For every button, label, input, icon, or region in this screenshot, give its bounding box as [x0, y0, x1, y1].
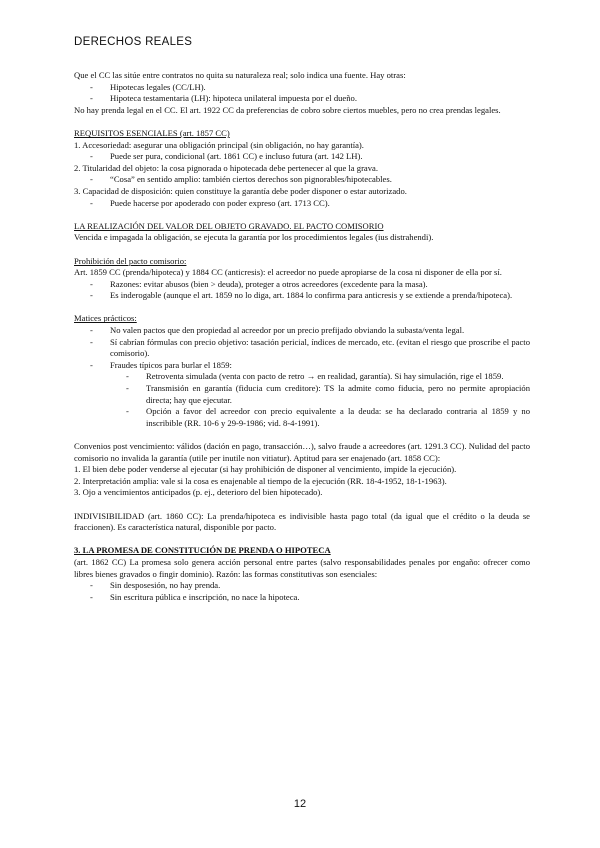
- running-header: DERECHOS REALES: [74, 36, 193, 48]
- paragraph: Vencida e impagada la obligación, se ejecuta la garantía por los procedimientos legales (ius distrahendi).: [74, 232, 434, 243]
- page-body: [74, 70, 530, 603]
- list-item: - No valen pactos que den propiedad al acreedor por un precio prefijado obviando la subasta/venta legal.: [74, 325, 530, 337]
- list-item: - Hipotecas legales (CC/LH).: [74, 82, 530, 94]
- subheading: Prohibición del pacto comisorio:: [74, 255, 187, 266]
- paragraph: No hay prenda legal en el CC. El art. 1922 CC da preferencias de cobro sobre ciertos muebles, pero no crea prendas legales.: [74, 104, 501, 115]
- list-item: - Sí cabrían fórmulas con precio objetivo: tasación pericial, índices de mercado, etc. (evitan el riesgo que proscribe el pacto comisorio).: [74, 337, 530, 360]
- section-heading: REQUISITOS ESENCIALES (art. 1857 CC): [74, 127, 230, 138]
- list-item: - Es inderogable (aunque el art. 1859 no lo diga, art. 1884 lo confirma para anticresis y se extiende a prenda/hipoteca).: [74, 290, 530, 302]
- paragraph: (art. 1862 CC) La promesa solo genera acción personal entre partes (salvo responsabilidades penales por engaño: ofrecer como libres bienes gravados o fingir dominio). Razón: las formas constitutivas son esenciales:: [74, 556, 530, 579]
- paragraph: INDIVISIBILIDAD (art. 1860 CC): La prenda/hipoteca es indivisible hasta pago total (da igual que el crédito o la deuda se fraccionen). Es característica natural, disponible por pacto.: [74, 510, 530, 533]
- list-item: - Razones: evitar abusos (bien > deuda), proteger a otros acreedores (excedente para la masa).: [74, 279, 530, 291]
- list-item: - Fraudes típicos para burlar el 1859:: [74, 360, 530, 372]
- paragraph: Art. 1859 CC (prenda/hipoteca) y 1884 CC (anticresis): el acreedor no puede apropiarse de la cosa ni disponer de ella por sí.: [74, 267, 502, 278]
- list-item: - Hipoteca testamentaria (LH): hipoteca unilateral impuesta por el dueño.: [74, 93, 530, 105]
- subheading: Matices prácticos:: [74, 313, 137, 324]
- list-item: - “Cosa” en sentido amplio: también ciertos derechos son pignorables/hipotecables.: [74, 174, 530, 186]
- sub-list-item: - Transmisión en garantía (fiducia cum creditore): TS la admite como fiducia, pero no permite apropiación directa; hay que ejecutar.: [74, 383, 530, 406]
- section-heading: 3. LA PROMESA DE CONSTITUCIÓN DE PRENDA O HIPOTECA: [74, 545, 331, 556]
- list-item: - Puede ser pura, condicional (art. 1861 CC) e incluso futura (art. 142 LH).: [74, 151, 530, 163]
- list-item: - Puede hacerse por apoderado con poder expreso (art. 1713 CC).: [74, 198, 530, 210]
- paragraph: Convenios post vencimiento: válidos (dación en pago, transacción…), salvo fraude a acreedores (art. 1291.3 CC). Nulidad del pacto comisorio no invalida la garantía (utile per inutile non vitiatur). Aptitud para ser enajenado (art. 1858 CC):: [74, 441, 530, 463]
- sub-list-item: - Retroventa simulada (venta con pacto de retro → en realidad, garantía). Si hay simulación, rige el 1859.: [74, 371, 530, 383]
- list-item: 2. Interpretación amplia: vale si la cosa es enajenable al tiempo de la ejecución (RR. 18-4-1952, 18-1-1963).: [74, 475, 447, 486]
- sub-list-item: - Opción a favor del acreedor con precio equivalente a la deuda: se ha declarado contraria al 1859 y no inscribible (RR. 10-6 y 29-9-1986; vid. 8-4-1991).: [74, 406, 530, 429]
- list-item: 3. Ojo a vencimientos anticipados (p. ej., deterioro del bien hipotecado).: [74, 487, 323, 498]
- list-item: 1. Accesoriedad: asegurar una obligación principal (sin obligación, no hay garantía).: [74, 139, 364, 150]
- section-heading: LA REALIZACIÓN DEL VALOR DEL OBJETO GRAVADO. EL PACTO COMISORIO: [74, 220, 384, 231]
- list-item: 3. Capacidad de disposición: quien constituye la garantía debe poder disponer o estar autorizado.: [74, 185, 407, 196]
- page-number: 12: [293, 798, 307, 810]
- paragraph: Que el CC las sitúe entre contratos no quita su naturaleza real; solo indica una fuente. Hay otras:: [74, 70, 406, 80]
- list-item: - Sin escritura pública e inscripción, no nace la hipoteca.: [74, 592, 530, 604]
- list-item: - Sin desposesión, no hay prenda.: [74, 580, 530, 592]
- list-item: 1. El bien debe poder venderse al ejecutar (si hay prohibición de disponer al vencimiento, impide la ejecución).: [74, 464, 457, 475]
- list-item: 2. Titularidad del objeto: la cosa pignorada o hipotecada debe pertenecer al que la grava.: [74, 162, 379, 173]
